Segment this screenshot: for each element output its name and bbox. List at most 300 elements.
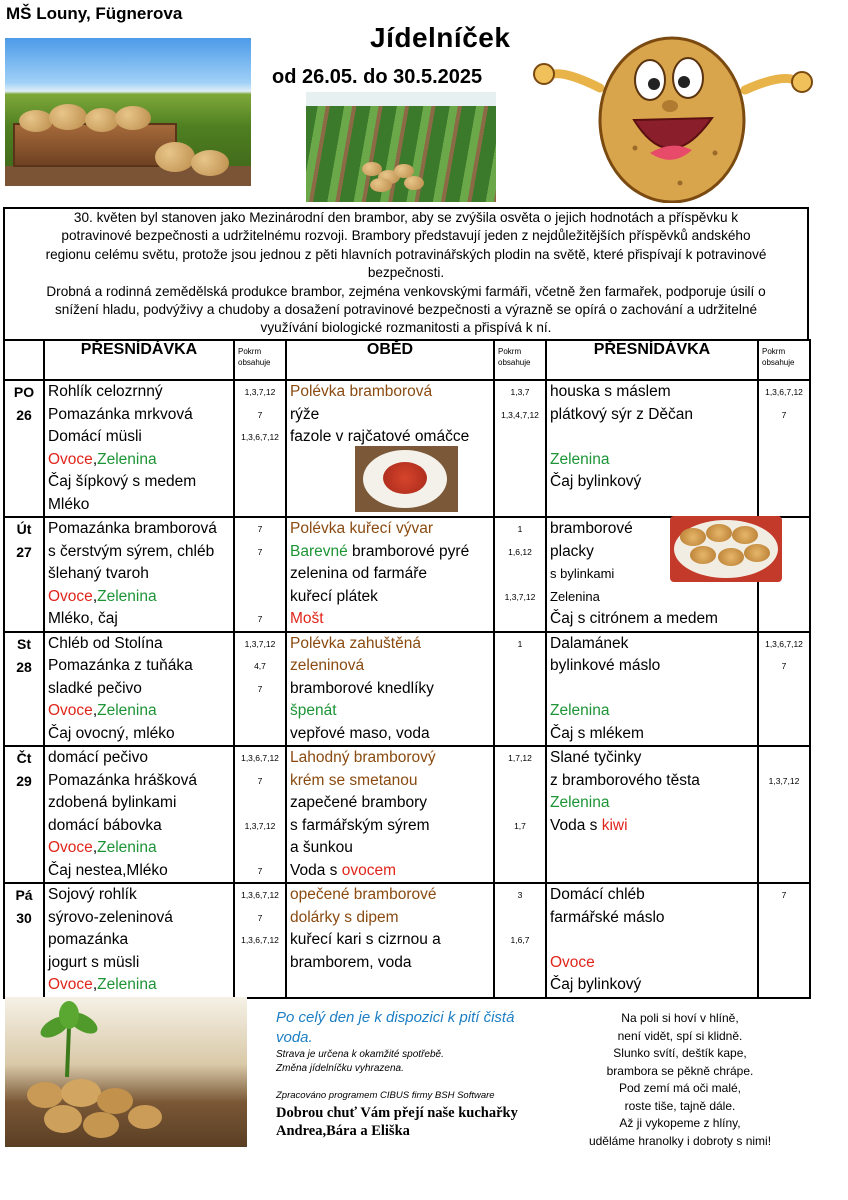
menu-item-text: Pomazánka mrkvová xyxy=(48,405,193,423)
potato-shape xyxy=(191,150,229,176)
fruit-label: Ovoce xyxy=(48,839,93,856)
menu-item-text: opečené bramborové xyxy=(290,886,437,903)
allergen-codes xyxy=(759,929,809,952)
header-lunch: OBĚD xyxy=(286,340,494,380)
potato-shape xyxy=(404,176,424,190)
menu-item-text: kuřecí plátek xyxy=(290,587,378,605)
menu-item-text: Pomazánka z tuňáka xyxy=(48,657,193,674)
menu-item-text: Zelenina xyxy=(550,702,610,719)
allergen-codes: 1,7 xyxy=(514,820,526,831)
allergen-codes: 3 xyxy=(517,890,523,900)
allergen-codes xyxy=(235,471,285,494)
snack2-cell xyxy=(546,632,758,747)
menu-item xyxy=(547,633,757,656)
menu-item xyxy=(547,929,757,952)
menu-item-text: Mléko xyxy=(48,495,90,513)
menu-item-text: Lahodný bramborový xyxy=(290,749,436,766)
potato-shape xyxy=(370,178,392,192)
menu-item xyxy=(45,541,233,564)
snack1-cell xyxy=(44,517,234,632)
menu-item xyxy=(287,586,493,609)
menu-item xyxy=(547,700,757,723)
menu-item xyxy=(547,426,757,449)
potato-shape xyxy=(115,106,151,130)
lunch-cell xyxy=(286,632,494,747)
pancake xyxy=(706,524,732,542)
pancake xyxy=(744,544,770,562)
lunch-allergen-cell xyxy=(494,746,546,883)
menu-item xyxy=(287,837,493,860)
poem-line: uděláme hranolky i dobroty s nimi! xyxy=(588,1133,772,1148)
allergen-codes xyxy=(235,792,285,815)
header-obsahuje: obsahuje xyxy=(238,358,271,367)
menu-item xyxy=(45,494,233,517)
menu-item-text: Chléb od Stolína xyxy=(48,634,163,652)
software-credit: Zpracováno programem CIBUS firmy BSH Software xyxy=(276,1090,495,1101)
menu-item-text: zdobená bylinkami xyxy=(48,794,177,811)
allergen-codes xyxy=(495,952,545,975)
potato-day-info xyxy=(3,207,809,339)
menu-item xyxy=(547,974,757,997)
menu-item xyxy=(547,884,757,907)
menu-item-text: zapečené brambory xyxy=(290,794,427,811)
menu-item-text: Ovoce xyxy=(550,953,595,971)
menu-item-text: Sojový rohlík xyxy=(48,886,137,903)
header-allergens xyxy=(234,340,286,380)
day-abbr: Pá xyxy=(15,887,33,903)
menu-item-text: Slané tyčinky xyxy=(550,749,642,766)
menu-item-text: bramborem, voda xyxy=(290,953,412,971)
poem-line: brambora se pěkně chrápe. xyxy=(606,1063,754,1078)
allergen-codes xyxy=(235,449,285,472)
menu-item xyxy=(45,815,233,838)
menu-item xyxy=(45,723,233,746)
allergen-codes: 7 xyxy=(781,409,787,420)
allergen-codes: 7 xyxy=(257,614,263,624)
menu-item xyxy=(547,586,757,609)
menu-item xyxy=(45,426,233,449)
menu-item xyxy=(45,449,233,472)
menu-item-text: Polévka zahuštěná xyxy=(290,634,421,652)
menu-item-text: s farmářským sýrem xyxy=(290,816,430,834)
allergen-codes: 1,3,7 xyxy=(510,387,530,397)
allergen-codes: 1,3,7,12 xyxy=(244,638,276,649)
snack2-allergen-cell xyxy=(758,380,810,517)
allergen-codes: 7 xyxy=(257,546,263,557)
menu-item xyxy=(287,907,493,930)
day-abbr: PO xyxy=(13,384,35,400)
potato-shape xyxy=(155,142,195,172)
header-pokrm: Pokrm xyxy=(762,347,786,356)
snack2-allergen-cell xyxy=(758,632,810,747)
comma-separator: , xyxy=(92,702,98,719)
menu-item xyxy=(287,929,493,952)
menu-item-text: Rohlík celozrnný xyxy=(48,383,163,400)
day-number: 29 xyxy=(16,773,32,789)
menu-item xyxy=(45,518,233,541)
day-cell xyxy=(4,380,44,517)
allergen-codes: 7 xyxy=(781,890,787,900)
fruit-label: Ovoce xyxy=(48,587,93,605)
allergen-codes: 7 xyxy=(257,865,263,876)
snack1-cell xyxy=(44,883,234,998)
potato-shape xyxy=(49,104,87,130)
vegetable-label: Zelenina xyxy=(97,702,157,719)
menu-item-text: Čaj s mlékem xyxy=(550,724,644,742)
vegetable-label: Zelenina xyxy=(97,587,157,605)
allergen-codes xyxy=(495,700,545,723)
menu-item-text: a šunkou xyxy=(290,839,353,856)
drinking-water-note: Po celý den je k dispozici k pití čistá voda. xyxy=(276,1009,515,1046)
menu-item-text: dolárky s dipem xyxy=(290,908,399,926)
menu-item-text: Domácí chléb xyxy=(550,886,645,903)
day-row xyxy=(4,883,810,998)
snack1-cell xyxy=(44,632,234,747)
sky-strip xyxy=(306,92,496,106)
menu-item-text: s bylinkami xyxy=(550,566,615,581)
menu-item-text: Čaj šípkový s medem xyxy=(48,473,197,490)
menu-item-text: Domácí müsli xyxy=(48,428,142,445)
day-cell xyxy=(4,746,44,883)
header-snack-morning: PŘESNÍDÁVKA xyxy=(44,340,234,380)
allergen-codes xyxy=(759,678,809,701)
allergen-codes xyxy=(235,837,285,860)
menu-item-text: placky xyxy=(550,542,594,560)
allergen-codes: 1,3,6,7,12 xyxy=(241,432,279,442)
allergen-codes: 1,3,7,12 xyxy=(244,820,276,831)
allergen-codes xyxy=(759,815,809,838)
allergen-codes xyxy=(235,723,285,746)
allergen-codes: 1,3,7,12 xyxy=(504,591,536,602)
menu-item-text: kuřecí kari s cizrnou a xyxy=(290,931,441,948)
menu-item-text: Zelenina xyxy=(550,794,610,811)
menu-item-text: plátkový sýr z Děčan xyxy=(550,405,693,423)
menu-item xyxy=(45,884,233,907)
greeting-line: Dobrou chuť Vám přejí naše kuchařky xyxy=(276,1105,518,1121)
menu-item-text: Čaj s citrónem a medem xyxy=(550,610,718,627)
menu-item xyxy=(547,608,757,631)
snack2-allergen-cell xyxy=(758,746,810,883)
day-row xyxy=(4,746,810,883)
info-line: potravinové bezpečnosti a udržitelnému rozvoji. Brambory představují jeden z nejdůležitějších příspěvků andského xyxy=(61,228,751,244)
menu-item-text: Pomazánka hrášková xyxy=(48,771,198,789)
menu-item-text: Polévka kuřecí vývar xyxy=(290,520,433,537)
snack2-cell xyxy=(546,883,758,998)
allergen-codes xyxy=(495,860,545,883)
snack2-allergen-cell xyxy=(758,883,810,998)
allergen-codes: 7 xyxy=(257,524,263,534)
menu-item xyxy=(287,815,493,838)
menu-item xyxy=(287,655,493,678)
menu-item-text: Zelenina xyxy=(550,588,600,604)
allergen-codes xyxy=(495,723,545,746)
highlight-word: kiwi xyxy=(601,816,628,834)
allergen-codes xyxy=(235,974,285,997)
allergen-codes: 4,7 xyxy=(254,661,266,671)
fruit-label: Ovoce xyxy=(48,702,93,719)
info-line: snížení hladu, podvýživy a chudoby a dosažení potravinové bezpečnosti a výrazně se opírá o zachování a udržitelné xyxy=(54,302,758,318)
beans-rice-photo xyxy=(355,446,458,512)
menu-item xyxy=(45,792,233,815)
header-pokrm: Pokrm xyxy=(498,347,522,356)
allergen-codes xyxy=(759,608,809,631)
menu-item xyxy=(45,860,233,883)
pancake xyxy=(732,526,758,544)
menu-item xyxy=(45,608,233,631)
allergen-codes xyxy=(759,952,809,975)
menu-item xyxy=(45,381,233,404)
potato-shape xyxy=(19,110,53,132)
potato-pancakes-photo xyxy=(670,516,782,582)
menu-item xyxy=(547,381,757,404)
cartoon-potato-icon xyxy=(530,28,820,203)
potato-field-photo xyxy=(5,38,251,186)
lunch-cell xyxy=(286,746,494,883)
day-abbr: St xyxy=(17,635,31,652)
info-line: regionu celému světu, protože jsou jednou z pěti hlavních potravinářských plodin na světě, které přispívají k potravinové xyxy=(45,246,767,262)
header-allergens xyxy=(494,340,546,380)
snack1-allergen-cell xyxy=(234,746,286,883)
menu-item-text: bylinkové máslo xyxy=(550,657,661,674)
menu-item xyxy=(45,404,233,427)
page-title: Jídelníček xyxy=(370,22,511,53)
day-abbr: Čt xyxy=(16,750,32,766)
menu-item xyxy=(45,929,233,952)
day-number: 30 xyxy=(16,910,32,926)
vegetable-label: Zelenina xyxy=(97,976,157,993)
menu-item-text: sladké pečivo xyxy=(48,679,142,697)
allergen-codes: 1,3,6,7,12 xyxy=(765,638,803,649)
lunch-cell xyxy=(286,883,494,998)
snack2-cell xyxy=(546,746,758,883)
day-cell xyxy=(4,632,44,747)
menu-item-text: domácí bábovka xyxy=(48,816,162,834)
menu-item-text: Čaj ovocný, mléko xyxy=(48,724,175,742)
menu-item-text: Polévka bramborová xyxy=(290,383,433,400)
menu-item xyxy=(45,747,233,770)
menu-item xyxy=(45,678,233,701)
header-pokrm: Pokrm xyxy=(238,347,262,356)
menu-item xyxy=(287,633,493,656)
allergen-codes: 1,3,7,12 xyxy=(768,775,800,786)
menu-item-text: Pomazánka bramborová xyxy=(48,520,217,537)
menu-item-text: špenát xyxy=(290,702,337,719)
snack1-allergen-cell xyxy=(234,380,286,517)
info-line: bezpečnosti. xyxy=(367,265,445,281)
menu-item-text: z bramborového těsta xyxy=(550,771,700,789)
snack1-allergen-cell xyxy=(234,632,286,747)
allergen-codes xyxy=(759,700,809,723)
info-line: Drobná a rodinná zemědělská produkce brambor, zejména venkovskými farmáři, včetně žen farmařek, podporuje úsilí o xyxy=(46,283,766,299)
info-line: 30. květen byl stanoven jako Mezinárodní den brambor, aby se zvýšila osvěta o jejich hodnotách a příspěvku k xyxy=(73,210,739,225)
consumption-note: Strava je určena k okamžité spotřebě. xyxy=(276,1049,444,1060)
menu-item xyxy=(547,770,757,793)
menu-item-text: rýže xyxy=(290,405,320,423)
menu-item-text: fazole v rajčatové omáčce xyxy=(290,428,470,445)
day-number: 26 xyxy=(16,407,32,423)
allergen-codes xyxy=(759,747,809,770)
cooks-greeting xyxy=(276,1104,518,1140)
menu-item xyxy=(547,723,757,746)
allergen-codes xyxy=(495,770,545,793)
menu-item xyxy=(287,608,493,631)
menu-item-text: Čaj bylinkový xyxy=(550,976,642,993)
pancake xyxy=(680,528,706,546)
allergen-codes xyxy=(495,837,545,860)
allergen-codes: 1,3,6,7,12 xyxy=(241,935,279,945)
menu-item xyxy=(45,907,233,930)
allergen-codes xyxy=(495,563,545,586)
allergen-codes xyxy=(495,426,545,449)
header-day-cell xyxy=(4,340,44,380)
day-cell xyxy=(4,517,44,632)
allergen-codes xyxy=(759,907,809,930)
menu-item xyxy=(547,655,757,678)
menu-item xyxy=(547,907,757,930)
sprout-icon xyxy=(5,997,247,1147)
allergen-codes xyxy=(759,426,809,449)
menu-item xyxy=(287,678,493,701)
table-header-row xyxy=(4,340,810,380)
menu-item xyxy=(287,770,493,793)
allergen-codes xyxy=(759,449,809,472)
menu-item xyxy=(547,747,757,770)
day-number: 28 xyxy=(16,658,32,675)
fruit-label: Ovoce xyxy=(48,450,93,468)
allergen-codes: 1 xyxy=(517,524,523,534)
allergen-codes xyxy=(235,952,285,975)
info-line: využívání biologické rozmanitosti a přispívá k ní. xyxy=(260,320,552,336)
menu-item-text: zeleninová xyxy=(290,657,365,674)
pancake xyxy=(690,546,716,564)
menu-item xyxy=(45,563,233,586)
menu-item-text: zelenina od farmáře xyxy=(290,565,427,582)
cooks-names: Andrea,Bára a Eliška xyxy=(276,1123,410,1139)
comma-separator: , xyxy=(92,976,98,993)
allergen-codes: 1,3,7,12 xyxy=(244,387,276,397)
menu-item-text: krém se smetanou xyxy=(290,771,418,789)
menu-item xyxy=(287,723,493,746)
vegetable-label: Zelenina xyxy=(97,839,157,856)
allergen-codes xyxy=(759,471,809,494)
day-number: 27 xyxy=(16,544,32,560)
allergen-codes: 7 xyxy=(257,912,263,923)
menu-item xyxy=(547,792,757,815)
allergen-codes: 1 xyxy=(517,638,523,649)
highlight-word: ovocem xyxy=(341,861,396,879)
potato-poem xyxy=(560,1010,800,1150)
menu-item-text: Zelenina xyxy=(550,450,610,468)
menu-item-text: vepřové maso, voda xyxy=(290,724,430,742)
menu-item-text: bramborové xyxy=(550,520,633,537)
snack1-cell xyxy=(44,746,234,883)
menu-item xyxy=(45,655,233,678)
header-allergens xyxy=(758,340,810,380)
menu-item-text: farmářské máslo xyxy=(550,908,665,926)
menu-item xyxy=(287,952,493,975)
potato-shape xyxy=(85,108,119,132)
allergen-codes xyxy=(759,974,809,997)
allergen-codes xyxy=(235,700,285,723)
allergen-codes xyxy=(759,723,809,746)
snack1-allergen-cell xyxy=(234,517,286,632)
menu-item xyxy=(45,837,233,860)
menu-item-text: pomazánka xyxy=(48,931,129,948)
school-name: MŠ Louny, Fügnerova xyxy=(6,4,183,23)
menu-table xyxy=(3,339,811,999)
poem-line: Na poli si hoví v hlíně, xyxy=(621,1011,739,1025)
potato-rows-photo xyxy=(306,92,496,202)
allergen-codes: 1,6,12 xyxy=(508,546,532,557)
menu-item xyxy=(45,974,233,997)
beans xyxy=(383,462,427,494)
allergen-codes xyxy=(495,608,545,631)
allergen-codes xyxy=(235,494,285,517)
menu-item-text: domácí pečivo xyxy=(48,749,148,766)
menu-item xyxy=(287,381,493,404)
menu-item xyxy=(45,586,233,609)
lunch-allergen-cell xyxy=(494,632,546,747)
date-range: od 26.05. do 30.5.2025 xyxy=(272,66,483,88)
allergen-codes: 7 xyxy=(257,409,263,420)
menu-item xyxy=(45,633,233,656)
poem-line: Až ji vykopeme z hlíny, xyxy=(619,1116,741,1130)
poem-line: Slunko svítí, deštík kape, xyxy=(613,1046,747,1060)
day-cell xyxy=(4,883,44,998)
menu-item xyxy=(45,952,233,975)
allergen-codes: 7 xyxy=(257,775,263,786)
comma-separator: , xyxy=(92,587,98,605)
menu-item xyxy=(287,884,493,907)
poem-line: Pod zemí má oči malé, xyxy=(618,1081,742,1095)
lunch-allergen-cell xyxy=(494,380,546,517)
allergen-codes: 1,6,7 xyxy=(510,935,530,945)
day-abbr: Út xyxy=(16,521,32,537)
lunch-allergen-cell xyxy=(494,517,546,632)
menu-item-text: šlehaný tvaroh xyxy=(48,565,149,582)
menu-item xyxy=(287,860,493,883)
menu-item xyxy=(45,471,233,494)
lunch-allergen-cell xyxy=(494,883,546,998)
menu-item-text: jogurt s müsli xyxy=(48,953,140,971)
menu-change-note: Změna jídelníčku vyhrazena. xyxy=(276,1063,404,1074)
menu-item xyxy=(45,770,233,793)
comma-separator: , xyxy=(92,450,98,468)
day-row xyxy=(4,632,810,747)
allergen-codes xyxy=(759,586,809,609)
allergen-codes xyxy=(235,563,285,586)
poem-line: není vidět, spí si klidně. xyxy=(617,1028,743,1043)
menu-item-text: Čaj bylinkový xyxy=(550,473,642,490)
menu-item xyxy=(287,563,493,586)
snack1-allergen-cell xyxy=(234,883,286,998)
header-obsahuje: obsahuje xyxy=(762,358,795,367)
allergen-codes xyxy=(495,655,545,678)
menu-item-text: bramborové knedlíky xyxy=(290,679,434,697)
menu-item-text: Voda s xyxy=(290,861,342,879)
menu-item xyxy=(547,404,757,427)
menu-item-text: s čerstvým sýrem, chléb xyxy=(48,542,215,560)
menu-item-text: sýrovo-zeleninová xyxy=(48,908,173,926)
menu-item-text: houska s máslem xyxy=(550,383,671,400)
menu-item xyxy=(287,700,493,723)
colored-word: Barevné xyxy=(290,542,348,560)
vegetable-label: Zelenina xyxy=(97,450,157,468)
allergen-codes xyxy=(495,792,545,815)
lunch-cell xyxy=(286,517,494,632)
snack2-cell xyxy=(546,380,758,517)
menu-item xyxy=(287,404,493,427)
